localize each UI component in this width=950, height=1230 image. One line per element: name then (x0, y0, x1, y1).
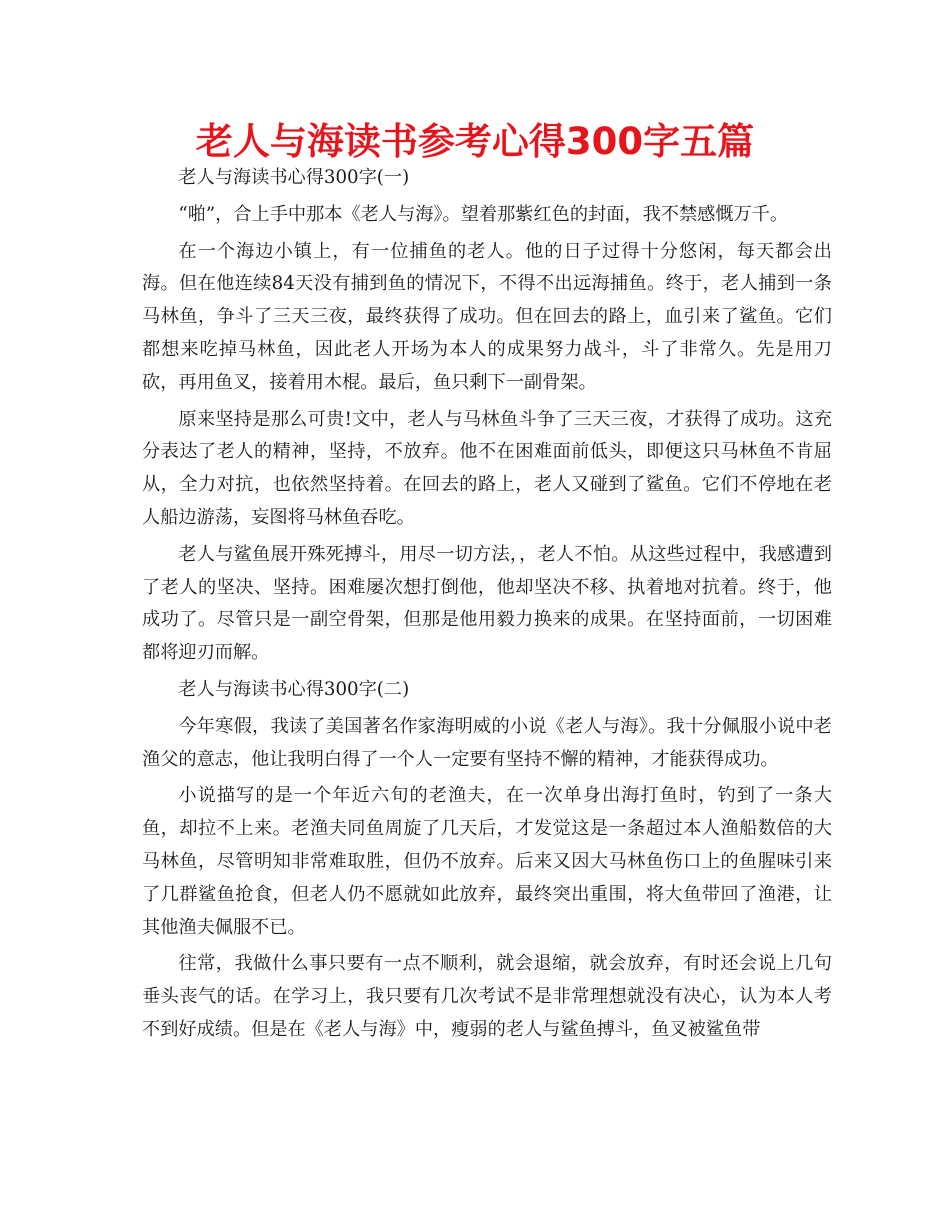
body-paragraph: 老人与鲨鱼展开殊死搏斗，用尽一切方法，，老人不怕。从这些过程中，我感遭到了老人的坚决、坚持。困难屡次想打倒他，他却坚决不移、执着地对抗着。终于，他成功了。尽管只是一副空骨架，但那是他用毅力换来的成果。在坚持面前，一切困难都将迎刃而解。 (142, 543, 832, 664)
body-paragraph: “啪”，合上手中那本《老人与海》。望着那紫红色的封面，我不禁感慨万千。 (178, 203, 789, 225)
document-title: 老人与海读书参考心得300字五篇 (195, 120, 755, 163)
body-paragraph: 在一个海边小镇上，有一位捕鱼的老人。他的日子过得十分悠闲，每天都会出海。但在他连续84天没有捕到鱼的情况下，不得不出远海捕鱼。终于，老人捕到一条马林鱼，争斗了三天三夜，最终获得了成功。但在回去的路上，血引来了鲨鱼。它们都想来吃掉马林鱼，因此老人开场为本人的成果努力战斗，斗了非常久。先是用刀砍，再用鱼叉，接着用木棍。最后，鱼只剩下一副骨架。 (142, 240, 832, 393)
section-heading-1: 老人与海读书心得300字(一) (178, 167, 410, 188)
body-paragraph: 原来坚持是那么可贵!文中，老人与马林鱼斗争了三天三夜，才获得了成功。这充分表达了老人的精神，坚持，不放弃。他不在困难面前低头，即便这只马林鱼不肯屈从，全力对抗，也依然坚持着。在回去的路上，老人又碰到了鲨鱼。它们不停地在老人船边游荡，妄图将马林鱼吞吃。 (142, 408, 832, 528)
body-paragraph: 往常，我做什么事只要有一点不顺利，就会退缩，就会放弃，有时还会说上几句垂头丧气的话。在学习上，我只要有几次考试不是非常理想就没有决心，认为本人考不到好成绩。但是在《老人与海》中，瘦弱的老人与鲨鱼搏斗，鱼叉被鲨鱼带 (142, 953, 832, 1040)
body-paragraph: 小说描写的是一个年近六旬的老渔夫，在一次单身出海打鱼时，钓到了一条大鱼，却拉不上来。老渔夫同鱼周旋了几天后，才发觉这是一条超过本人渔船数倍的大马林鱼，尽管明知非常难取胜，但仍不放弃。后来又因大马林鱼伤口上的鱼腥味引来了几群鲨鱼抢食，但老人仍不愿就如此放弃，最终突出重围，将大鱼带回了渔港，让其他渔夫佩服不已。 (142, 785, 832, 938)
section-heading-2: 老人与海读书心得300字(二) (178, 678, 410, 700)
body-paragraph: 今年寒假，我读了美国著名作家海明威的小说《老人与海》。我十分佩服小说中老渔父的意志，他让我明白得了一个人一定要有坚持不懈的精神，才能获得成功。 (142, 715, 832, 770)
document-body (142, 162, 832, 1051)
